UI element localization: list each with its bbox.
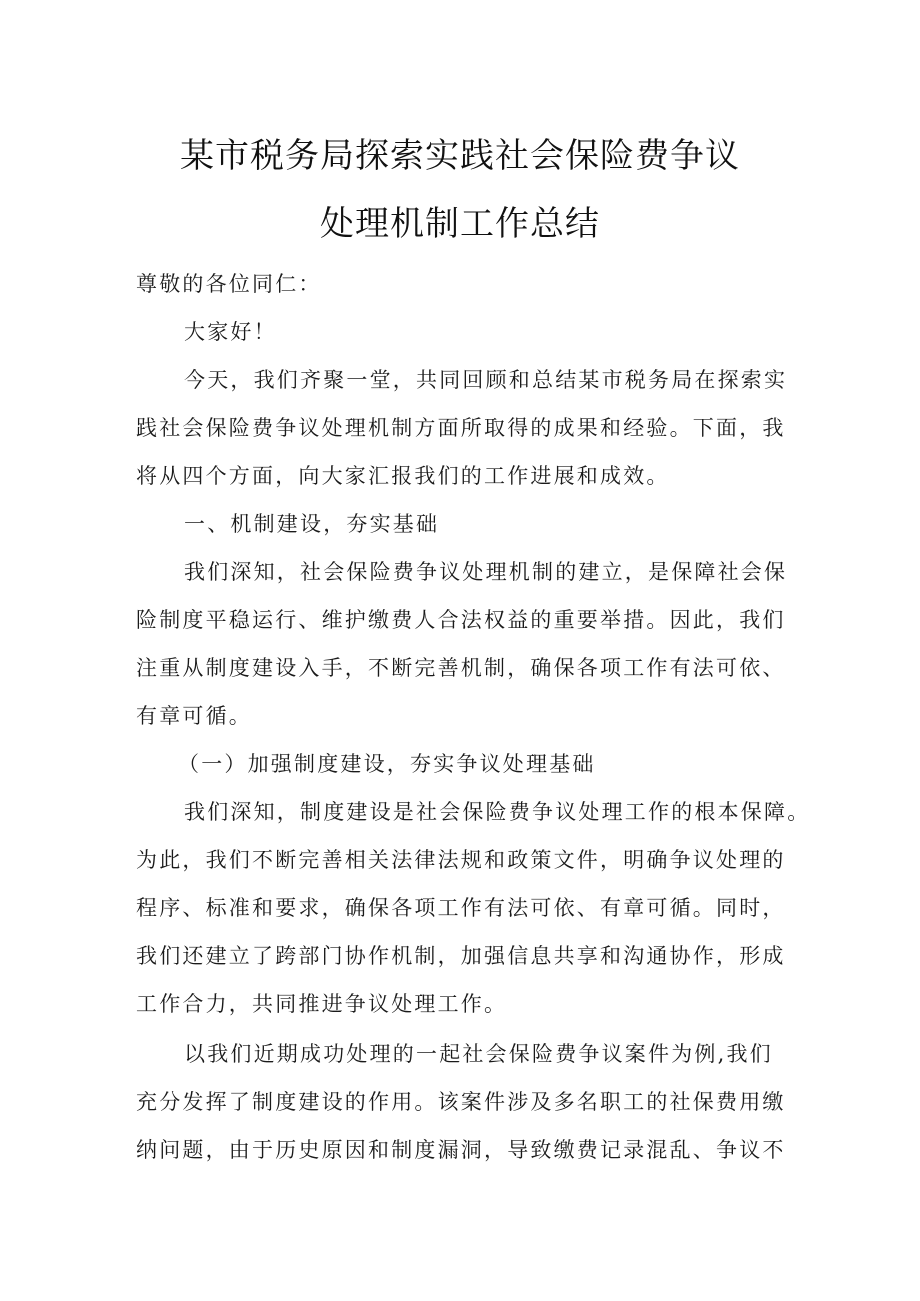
subsection-1-paragraph-line: 我们深知，制度建设是社会保险费争议处理工作的根本保障。 — [184, 800, 811, 824]
document-title-line-2: 处理机制工作总结 — [320, 204, 600, 244]
subsection-1-paragraph-line: 我们还建立了跨部门协作机制，加强信息共享和沟通协作，形成 — [136, 944, 786, 968]
intro-line: 践社会保险费争议处理机制方面所取得的成果和经验。下面，我 — [136, 416, 786, 440]
case-paragraph-line: 充分发挥了制度建设的作用。该案件涉及多名职工的社保费用缴 — [136, 1090, 786, 1114]
section-1-paragraph-line: 险制度平稳运行、维护缴费人合法权益的重要举措。因此，我们 — [136, 608, 786, 632]
section-1-paragraph-line: 注重从制度建设入手，不断完善机制，确保各项工作有法可依、 — [136, 656, 786, 680]
subsection-1-paragraph-line: 工作合力，共同推进争议处理工作。 — [136, 992, 508, 1016]
intro-line: 将从四个方面，向大家汇报我们的工作进展和成效。 — [136, 464, 670, 488]
subsection-1-paragraph-line: 为此，我们不断完善相关法律法规和政策文件，明确争议处理的 — [136, 848, 786, 872]
case-paragraph-line: 纳问题，由于历史原因和制度漏洞，导致缴费记录混乱、争议不 — [136, 1138, 786, 1162]
document-title-line-1: 某市税务局探索实践社会保险费争议 — [180, 136, 740, 176]
section-1-heading: 一、机制建设，夯实基础 — [184, 512, 440, 536]
section-1-paragraph-line: 我们深知，社会保险费争议处理机制的建立，是保障社会保 — [184, 560, 788, 584]
salutation: 尊敬的各位同仁： — [136, 272, 322, 296]
section-1-paragraph-line: 有章可循。 — [136, 704, 252, 728]
subsection-1-heading: （一）加强制度建设，夯实争议处理基础 — [178, 752, 596, 776]
greeting: 大家好！ — [184, 320, 277, 344]
subsection-1-paragraph-line: 程序、标准和要求，确保各项工作有法可依、有章可循。同时， — [136, 896, 786, 920]
intro-line: 今天，我们齐聚一堂，共同回顾和总结某市税务局在探索实 — [184, 368, 788, 392]
case-paragraph-line: 以我们近期成功处理的一起社会保险费争议案件为例,我们 — [184, 1042, 773, 1066]
